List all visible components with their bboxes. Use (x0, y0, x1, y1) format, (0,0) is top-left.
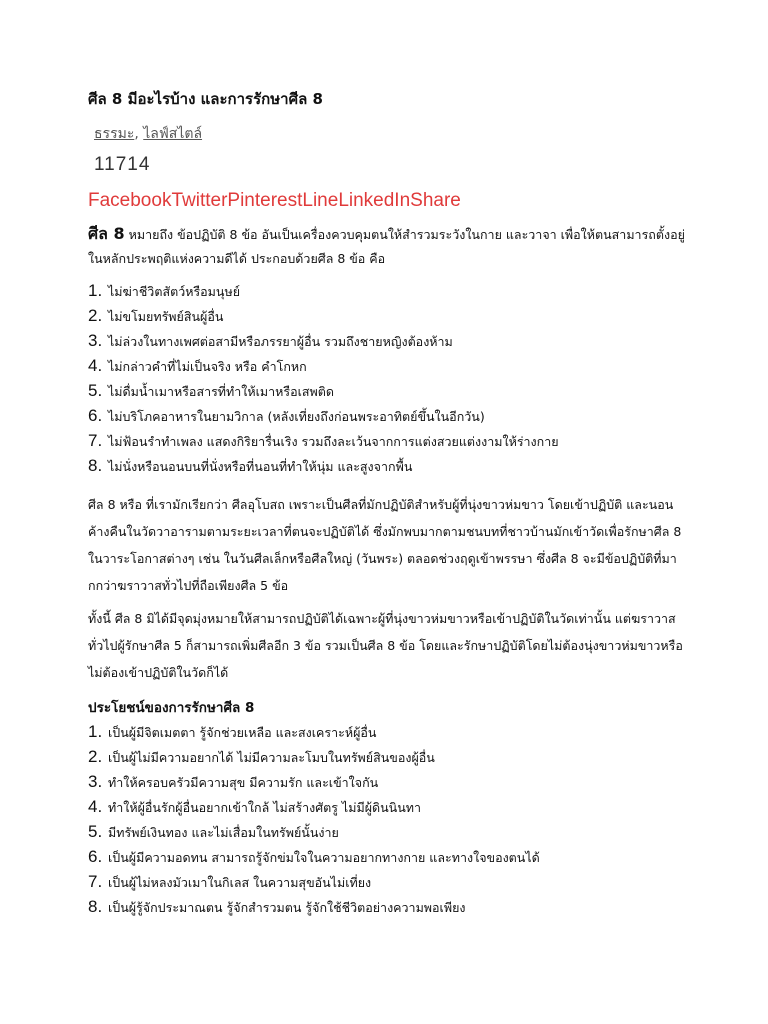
list-item (88, 895, 688, 920)
category-list (94, 124, 688, 144)
list-text: ไม่ล่วงในทางเพศต่อสามีหรือภรรยาผู้อื่น รวมถึงชายหญิงต้องห้าม (108, 334, 453, 349)
list-number: 4. (88, 356, 103, 375)
list-item (88, 720, 688, 745)
intro-lead: ศีล 8 (88, 224, 125, 243)
list-number: 1. (88, 281, 103, 300)
list-item (88, 404, 688, 429)
list-text: ไม่ฟ้อนรำทำเพลง แสดงกิริยารื่นเริง รวมถึงละเว้นจากการแต่งสวยแต่งงามให้ร่างกาย (108, 434, 559, 449)
list-item (88, 454, 688, 479)
share-bar (88, 188, 688, 214)
intro-text: หมายถึง ข้อปฏิบัติ 8 ข้อ อันเป็นเครื่องควบคุมตนให้สำรวมระวังในกาย และวาจา เพื่อให้ตนสามารถตั้งอยู่ในหลักประพฤติแห่งความดีได้ ประกอบด้วยศีล 8 ข้อ คือ (88, 227, 685, 266)
list-text: ไม่นั่งหรือนอนบนที่นั่งหรือที่นอนที่ทำให้นุ่ม และสูงจากพื้น (108, 459, 413, 474)
article-title: ศีล 8 มีอะไรบ้าง และการรักษาศีล 8 (88, 90, 323, 108)
list-number: 4. (88, 797, 103, 816)
list-text: ไม่ดื่มน้ำเมาหรือสารที่ทำให้เมาหรือเสพติด (108, 384, 335, 399)
list-text: ทำให้ครอบครัวมีความสุข มีความรัก และเข้าใจกัน (108, 775, 379, 790)
list-number: 5. (88, 381, 103, 400)
list-text: ไม่บริโภคอาหารในยามวิกาล (หลังเที่ยงถึงก่อนพระอาทิตย์ขึ้นในอีกวัน) (108, 409, 485, 424)
benefit-list (88, 720, 688, 920)
list-item (88, 795, 688, 820)
list-number: 5. (88, 822, 103, 841)
list-item (88, 329, 688, 354)
list-number: 2. (88, 747, 103, 766)
list-text: เป็นผู้มีความอดทน สามารถรู้จักข่มใจในความอยากทางกาย และทางใจของตนได้ (108, 850, 540, 865)
category-separator: , (134, 126, 139, 142)
share-facebook-link[interactable]: Facebook (88, 190, 172, 211)
list-number: 6. (88, 847, 103, 866)
list-number: 3. (88, 772, 103, 791)
list-item (88, 354, 688, 379)
list-text: เป็นผู้รู้จักประมาณตน รู้จักสำรวมตน รู้จักใช้ชีวิตอย่างความพอเพียง (108, 900, 466, 915)
list-text: ไม่กล่าวคำที่ไม่เป็นจริง หรือ คำโกหก (108, 359, 307, 374)
list-text: ไม่ขโมยทรัพย์สินผู้อื่น (108, 309, 224, 324)
list-number: 8. (88, 456, 103, 475)
article (88, 88, 688, 932)
list-text: ไม่ฆ่าชีวิตสัตว์หรือมนุษย์ (108, 284, 241, 299)
list-number: 6. (88, 406, 103, 425)
body-paragraph-layperson: ทั้งนี้ ศีล 8 มิได้มีจุดมุ่งหมายให้สามารถปฏิบัติได้เฉพาะผู้ที่นุ่งขาวห่มขาวหรือเข้าปฏิบัติในวัดเท่านั้น แต่ฆราวาสทั่วไปผู้รักษาศีล 5 ก็สามารถเพิ่มศีลอีก 3 ข้อ รวมเป็นศีล 8 ข้อ โดยและรักษาปฏิบัติโดยไม่ต้องนุ่งขาวห่มขาวหรือไม่ต้องเข้าปฏิบัติในวัดก็ได้ (88, 611, 683, 680)
share-twitter-link[interactable]: Twitter (171, 190, 228, 211)
list-text: ทำให้ผู้อื่นรักผู้อื่นอยากเข้าใกล้ ไม่สร้างศัตรู ไม่มีผู้ดินนินทา (108, 800, 422, 815)
list-number: 7. (88, 431, 103, 450)
list-item (88, 279, 688, 304)
list-item (88, 845, 688, 870)
list-item (88, 820, 688, 845)
list-item (88, 870, 688, 895)
list-number: 1. (88, 722, 103, 741)
share-pinterest-link[interactable]: Pinterest (227, 190, 303, 211)
body-paragraph-uposatha: ศีล 8 หรือ ที่เรามักเรียกว่า ศีลอุโบสถ เพราะเป็นศีลที่มักปฏิบัติสำหรับผู้ที่นุ่งขาวห่มขาว โดยเข้าปฏิบัติ และนอนค้างคืนในวัดวาอารามตามระยะเวลาที่ตนจะปฏิบัติได้ ซึ่งมักพบมากตามชนบทที่ชาวบ้านมักเข้าวัดเพื่อรักษาศีล 8 ในวาระโอกาสต่างๆ เช่น ในวันศีลเล็กหรือศีลใหญ่ (วันพระ) ตลอดช่วงฤดูเข้าพรรษา ซึ่งศีล 8 จะมีข้อปฏิบัติที่มากกว่าฆราวาสทั่วไปที่ถือเพียงศีล 5 ข้อ (88, 497, 682, 593)
benefits-heading: ประโยชน์ของการรักษาศีล 8 (88, 700, 255, 716)
list-item (88, 304, 688, 329)
share-linkedin-link[interactable]: LinkedIn (338, 190, 411, 211)
list-item (88, 770, 688, 795)
share-more-link[interactable]: Share (410, 190, 461, 211)
list-number: 2. (88, 306, 103, 325)
list-text: เป็นผู้มีจิตเมตตา รู้จักช่วยเหลือ และสงเคราะห์ผู้อื่น (108, 725, 377, 740)
list-item (88, 379, 688, 404)
share-line-link[interactable]: Line (302, 190, 339, 211)
precept-list (88, 279, 688, 479)
list-item (88, 429, 688, 454)
list-item (88, 745, 688, 770)
list-text: มีทรัพย์เงินทอง และไม่เสื่อมในทรัพย์นั้นง่าย (108, 825, 339, 840)
view-count: 11714 (94, 154, 151, 175)
category-link-lifestyle[interactable]: ไลฟ์สไตล์ (143, 126, 203, 142)
list-text: เป็นผู้ไม่หลงมัวเมาในกิเลส ในความสุขอันไม่เที่ยง (108, 875, 372, 890)
list-text: เป็นผู้ไม่มีความอยากได้ ไม่มีความละโมบในทรัพย์สินของผู้อื่น (108, 750, 435, 765)
list-number: 7. (88, 872, 103, 891)
list-number: 3. (88, 331, 103, 350)
category-link-dhamma[interactable]: ธรรมะ (94, 126, 135, 142)
list-number: 8. (88, 897, 103, 916)
intro-paragraph (88, 222, 688, 271)
